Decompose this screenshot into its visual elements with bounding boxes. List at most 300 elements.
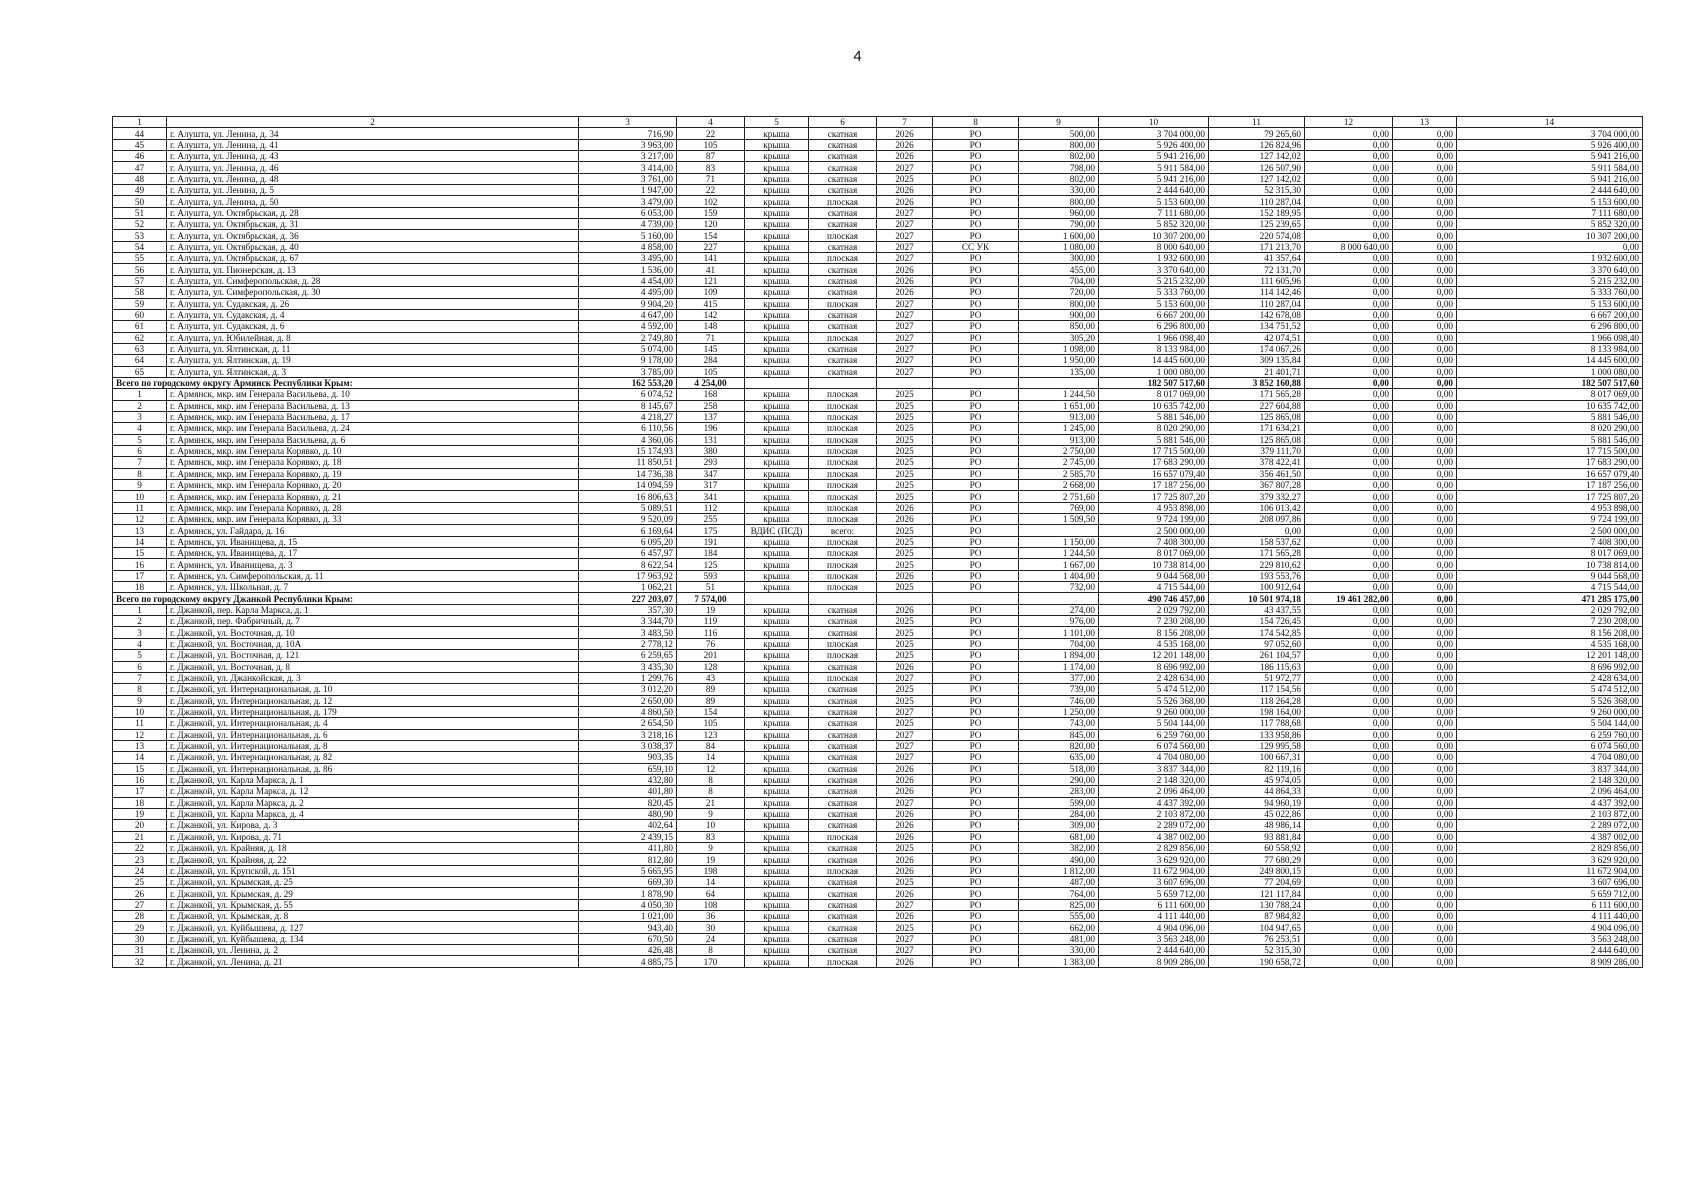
- table-cell: 0,00: [1305, 173, 1393, 184]
- table-cell: 4 860,50: [579, 706, 677, 717]
- table-cell: 9 520,09: [579, 514, 677, 525]
- table-cell: крыша: [745, 797, 809, 808]
- table-row: [113, 899, 1643, 910]
- table-cell: 0,00: [1393, 219, 1457, 230]
- table-cell: 2 585,70: [1019, 468, 1099, 479]
- table-cell: плоская: [809, 434, 877, 445]
- table-cell: 4 454,00: [579, 275, 677, 286]
- table-cell: 309 135,84: [1209, 355, 1305, 366]
- table-cell: крыша: [745, 411, 809, 422]
- table-cell: 2027: [877, 309, 933, 320]
- table-cell: РО: [933, 797, 1019, 808]
- table-cell: 0,00: [1393, 888, 1457, 899]
- table-cell: 25: [113, 877, 167, 888]
- table-cell: РО: [933, 604, 1019, 615]
- table-row: [113, 627, 1643, 638]
- table-cell: 2 428 634,00: [1457, 672, 1643, 683]
- table-cell: 48: [113, 173, 167, 184]
- table-cell: 0,00: [1393, 287, 1457, 298]
- table-cell: г. Армянск, мкр. им Генерала Корявко, д. 33: [167, 514, 579, 525]
- table-row: [113, 650, 1643, 661]
- table-cell: РО: [933, 139, 1019, 150]
- table-cell: 130 788,24: [1209, 899, 1305, 910]
- table-cell: ВДИС (ПСД): [745, 525, 809, 536]
- table-cell: РО: [933, 763, 1019, 774]
- table-cell: 820,00: [1019, 740, 1099, 751]
- table-cell: 2 096 464,00: [1457, 786, 1643, 797]
- table-cell: 104 947,65: [1209, 922, 1305, 933]
- table-cell: крыша: [745, 445, 809, 456]
- table-cell: 249 800,15: [1209, 865, 1305, 876]
- table-row: [113, 956, 1643, 967]
- table-cell: 2027: [877, 241, 933, 252]
- table-row: [113, 820, 1643, 831]
- table-cell: крыша: [745, 899, 809, 910]
- table-cell: 0,00: [1393, 740, 1457, 751]
- table-cell: 126 824,96: [1209, 139, 1305, 150]
- table-cell: 0,00: [1393, 468, 1457, 479]
- table-cell: 198: [677, 865, 745, 876]
- table-row: [113, 865, 1643, 876]
- table-cell: 2 650,00: [579, 695, 677, 706]
- table-cell: 0,00: [1393, 945, 1457, 956]
- table-cell: 5 911 584,00: [1099, 162, 1209, 173]
- table-cell: скатная: [809, 309, 877, 320]
- table-cell: г. Джанкой, ул. Восточная, д. 121: [167, 650, 579, 661]
- table-cell: 193 553,76: [1209, 570, 1305, 581]
- table-cell: 0,00: [1305, 309, 1393, 320]
- table-row: [113, 752, 1643, 763]
- table-cell: 357,30: [579, 604, 677, 615]
- table-row: [113, 536, 1643, 547]
- table-cell: 5 333 760,00: [1457, 287, 1643, 298]
- table-row: [113, 230, 1643, 241]
- table-cell: 0,00: [1305, 355, 1393, 366]
- table-cell: 1 021,00: [579, 911, 677, 922]
- table-cell: 2 096 464,00: [1099, 786, 1209, 797]
- table-cell: 41: [677, 264, 745, 275]
- table-cell: 0,00: [1305, 604, 1393, 615]
- table-cell: г. Джанкой, ул. Крымская, д. 25: [167, 877, 579, 888]
- table-cell: г. Джанкой, ул. Интернациональная, д. 6: [167, 729, 579, 740]
- page-number: 4: [853, 48, 862, 65]
- table-cell: 820,45: [579, 797, 677, 808]
- table-cell: 2027: [877, 230, 933, 241]
- table-cell: 2027: [877, 933, 933, 944]
- table-cell: 198 164,00: [1209, 706, 1305, 717]
- table-cell: крыша: [745, 684, 809, 695]
- table-cell: 0,00: [1393, 877, 1457, 888]
- column-number: 8: [933, 117, 1019, 128]
- table-cell: 1 000 080,00: [1099, 366, 1209, 377]
- table-cell: 7 111 680,00: [1099, 207, 1209, 218]
- table-row: [113, 684, 1643, 695]
- table-cell: 159: [677, 207, 745, 218]
- table-cell: 4 592,00: [579, 321, 677, 332]
- table-cell: 2027: [877, 355, 933, 366]
- table-cell: 44: [113, 128, 167, 139]
- table-cell: крыша: [745, 582, 809, 593]
- table-cell: 19: [677, 604, 745, 615]
- table-cell: 10 307 200,00: [1099, 230, 1209, 241]
- table-cell: 2027: [877, 219, 933, 230]
- table-cell: крыша: [745, 672, 809, 683]
- table-cell: г. Джанкой, ул. Карла Маркса, д. 12: [167, 786, 579, 797]
- table-cell: 0,00: [1393, 400, 1457, 411]
- table-cell: 2027: [877, 752, 933, 763]
- table-cell: РО: [933, 173, 1019, 184]
- table-cell: 227: [677, 241, 745, 252]
- table-cell: 481,00: [1019, 933, 1099, 944]
- table-cell: 258: [677, 400, 745, 411]
- table-cell: 0,00: [1393, 207, 1457, 218]
- table-cell: 22: [113, 843, 167, 854]
- table-cell: 125 865,08: [1209, 411, 1305, 422]
- table-cell: 110 287,04: [1209, 196, 1305, 207]
- table-cell: г. Джанкой, ул. Куйбышева, д. 127: [167, 922, 579, 933]
- table-cell: крыша: [745, 287, 809, 298]
- table-cell: РО: [933, 774, 1019, 785]
- table-cell: 5 474 512,00: [1099, 684, 1209, 695]
- table-cell: 490,00: [1019, 854, 1099, 865]
- table-cell: 2 778,12: [579, 638, 677, 649]
- table-cell: 1 667,00: [1019, 559, 1099, 570]
- table-cell: 60: [113, 309, 167, 320]
- table-cell: 5: [113, 434, 167, 445]
- table-cell: 0,00: [1305, 253, 1393, 264]
- total-cell: 490 746 457,00: [1099, 593, 1209, 604]
- table-cell: 5 153 600,00: [1457, 298, 1643, 309]
- table-cell: 0,00: [1305, 911, 1393, 922]
- table-cell: 6 259,65: [579, 650, 677, 661]
- table-cell: 0,00: [1305, 718, 1393, 729]
- table-cell: 2025: [877, 457, 933, 468]
- table-cell: 9 260 000,00: [1099, 706, 1209, 717]
- table-row: [113, 843, 1643, 854]
- table-cell: 6 259 760,00: [1099, 729, 1209, 740]
- table-cell: 14 445 600,00: [1099, 355, 1209, 366]
- table-cell: скатная: [809, 752, 877, 763]
- table-cell: 4: [113, 423, 167, 434]
- table-cell: 2025: [877, 559, 933, 570]
- table-cell: 8 909 286,00: [1099, 956, 1209, 967]
- table-cell: РО: [933, 548, 1019, 559]
- table-cell: 0,00: [1393, 151, 1457, 162]
- table-cell: 13: [113, 740, 167, 751]
- table-cell: 1 250,00: [1019, 706, 1099, 717]
- table-row: [113, 933, 1643, 944]
- table-cell: 12: [113, 514, 167, 525]
- table-cell: 12 201 148,00: [1457, 650, 1643, 661]
- table-cell: 171 565,28: [1209, 389, 1305, 400]
- table-cell: 0,00: [1305, 945, 1393, 956]
- table-cell: 0,00: [1393, 922, 1457, 933]
- table-cell: 72 131,70: [1209, 264, 1305, 275]
- total-label: Всего по городскому округу Армянск Республики Крым:: [113, 377, 579, 388]
- table-cell: 5 941 216,00: [1457, 173, 1643, 184]
- table-cell: 14 094,59: [579, 480, 677, 491]
- table-cell: 120: [677, 219, 745, 230]
- table-cell: 1 894,00: [1019, 650, 1099, 661]
- table-cell: 89: [677, 684, 745, 695]
- table-cell: плоская: [809, 582, 877, 593]
- table-cell: г. Алушта, ул. Октябрьская, д. 40: [167, 241, 579, 252]
- table-cell: 2 103 872,00: [1099, 808, 1209, 819]
- table-cell: 201: [677, 650, 745, 661]
- table-row: [113, 275, 1643, 286]
- table-cell: 0,00: [1305, 627, 1393, 638]
- table-cell: РО: [933, 355, 1019, 366]
- table-cell: 6 111 600,00: [1457, 899, 1643, 910]
- table-cell: 131: [677, 434, 745, 445]
- table-cell: 17 683 290,00: [1099, 457, 1209, 468]
- table-cell: 5 659 712,00: [1457, 888, 1643, 899]
- table-cell: г. Джанкой, ул. Куйбышева, д. 134: [167, 933, 579, 944]
- table-cell: 2 289 072,00: [1099, 820, 1209, 831]
- table-cell: г. Джанкой, ул. Интернациональная, д. 86: [167, 763, 579, 774]
- table-cell: 3 563 248,00: [1099, 933, 1209, 944]
- table-cell: крыша: [745, 253, 809, 264]
- table-cell: крыша: [745, 627, 809, 638]
- table-cell: 17 683 290,00: [1457, 457, 1643, 468]
- table-cell: 0,00: [1305, 423, 1393, 434]
- table-cell: 800,00: [1019, 196, 1099, 207]
- table-cell: 3 963,00: [579, 139, 677, 150]
- table-cell: 227 604,88: [1209, 400, 1305, 411]
- table-cell: 154 726,45: [1209, 616, 1305, 627]
- table-cell: 0,00: [1393, 343, 1457, 354]
- table-row: [113, 480, 1643, 491]
- table-cell: скатная: [809, 899, 877, 910]
- table-cell: 402,64: [579, 820, 677, 831]
- table-cell: 4 953 898,00: [1099, 502, 1209, 513]
- table-cell: 8 133 984,00: [1099, 343, 1209, 354]
- table-cell: 105: [677, 718, 745, 729]
- table-cell: 7 230 208,00: [1099, 616, 1209, 627]
- table-cell: скатная: [809, 877, 877, 888]
- table-cell: 2025: [877, 582, 933, 593]
- table-row: [113, 343, 1643, 354]
- table-row: [113, 582, 1643, 593]
- table-cell: 0,00: [1305, 559, 1393, 570]
- table-cell: 960,00: [1019, 207, 1099, 218]
- table-cell: скатная: [809, 888, 877, 899]
- table-cell: скатная: [809, 797, 877, 808]
- table-cell: 7 111 680,00: [1457, 207, 1643, 218]
- table-cell: 53: [113, 230, 167, 241]
- table-cell: 46: [113, 151, 167, 162]
- table-cell: 14 736,38: [579, 468, 677, 479]
- table-cell: 3 038,37: [579, 740, 677, 751]
- table-cell: 5 911 584,00: [1457, 162, 1643, 173]
- table-cell: 4 704 080,00: [1457, 752, 1643, 763]
- table-cell: 10: [113, 491, 167, 502]
- total-cell: [745, 593, 809, 604]
- total-cell: [1019, 377, 1099, 388]
- table-cell: крыша: [745, 786, 809, 797]
- table-cell: 111 605,96: [1209, 275, 1305, 286]
- table-row: [113, 616, 1643, 627]
- table-cell: 3 837 344,00: [1457, 763, 1643, 774]
- table-cell: 12 201 148,00: [1099, 650, 1209, 661]
- table-cell: 15: [113, 763, 167, 774]
- table-cell: 426,48: [579, 945, 677, 956]
- table-cell: 0,00: [1393, 230, 1457, 241]
- table-cell: 14: [113, 752, 167, 763]
- table-row: [113, 514, 1643, 525]
- table-cell: 0,00: [1393, 661, 1457, 672]
- table-cell: 0,00: [1305, 207, 1393, 218]
- table-cell: 13: [113, 525, 167, 536]
- table-cell: 0,00: [1393, 196, 1457, 207]
- table-cell: 5 215 232,00: [1457, 275, 1643, 286]
- table-cell: 659,10: [579, 763, 677, 774]
- table-cell: 58: [113, 287, 167, 298]
- table-cell: 63: [113, 343, 167, 354]
- table-row: [113, 298, 1643, 309]
- table-cell: крыша: [745, 332, 809, 343]
- table-cell: 670,50: [579, 933, 677, 944]
- table-cell: 0,00: [1305, 820, 1393, 831]
- table-cell: 8 622,54: [579, 559, 677, 570]
- table-cell: г. Джанкой, ул. Ленина, д. 2: [167, 945, 579, 956]
- table-cell: 2 750,00: [1019, 445, 1099, 456]
- table-cell: 9 044 568,00: [1099, 570, 1209, 581]
- total-cell: [877, 593, 933, 604]
- table-cell: 0,00: [1305, 638, 1393, 649]
- table-cell: г. Джанкой, ул. Крымская, д. 8: [167, 911, 579, 922]
- table-cell: 850,00: [1019, 321, 1099, 332]
- table-cell: крыша: [745, 343, 809, 354]
- table-cell: скатная: [809, 241, 877, 252]
- table-cell: 284,00: [1019, 808, 1099, 819]
- table-cell: РО: [933, 650, 1019, 661]
- table-cell: 2027: [877, 740, 933, 751]
- total-cell: 4 254,00: [677, 377, 745, 388]
- table-cell: 9 260 000,00: [1457, 706, 1643, 717]
- table-cell: г. Джанкой, ул. Восточная, д. 8: [167, 661, 579, 672]
- table-cell: 2027: [877, 343, 933, 354]
- table-cell: 0,00: [1393, 672, 1457, 683]
- table-cell: 171 634,21: [1209, 423, 1305, 434]
- table-cell: 0,00: [1393, 434, 1457, 445]
- table-cell: 662,00: [1019, 922, 1099, 933]
- table-cell: крыша: [745, 230, 809, 241]
- table-cell: 913,00: [1019, 434, 1099, 445]
- table-cell: РО: [933, 695, 1019, 706]
- register-table: [112, 116, 1643, 968]
- table-cell: 17 187 256,00: [1457, 480, 1643, 491]
- table-cell: 45 022,86: [1209, 808, 1305, 819]
- table-cell: 6 169,64: [579, 525, 677, 536]
- table-row: [113, 207, 1643, 218]
- table-cell: 1 174,00: [1019, 661, 1099, 672]
- table-cell: 16 657 079,40: [1099, 468, 1209, 479]
- table-cell: 1 651,00: [1019, 400, 1099, 411]
- table-cell: РО: [933, 253, 1019, 264]
- table-cell: 2026: [877, 275, 933, 286]
- table-cell: 1 947,00: [579, 185, 677, 196]
- table-cell: 5 160,00: [579, 230, 677, 241]
- table-cell: 0,00: [1305, 695, 1393, 706]
- table-cell: 4: [113, 638, 167, 649]
- table-cell: 16: [113, 559, 167, 570]
- table-cell: скатная: [809, 366, 877, 377]
- table-cell: 42 074,51: [1209, 332, 1305, 343]
- table-cell: РО: [933, 196, 1019, 207]
- table-cell: 3 370 640,00: [1099, 264, 1209, 275]
- table-row: [113, 309, 1643, 320]
- table-cell: 2026: [877, 151, 933, 162]
- table-cell: 2026: [877, 808, 933, 819]
- table-cell: 77 680,29: [1209, 854, 1305, 865]
- table-cell: скатная: [809, 786, 877, 797]
- table-cell: 11 672 904,00: [1457, 865, 1643, 876]
- table-cell: г. Джанкой, ул. Карла Маркса, д. 4: [167, 808, 579, 819]
- table-cell: плоская: [809, 411, 877, 422]
- table-cell: 746,00: [1019, 695, 1099, 706]
- table-cell: г. Алушта, ул. Ялтинская, д. 11: [167, 343, 579, 354]
- table-cell: 480,90: [579, 808, 677, 819]
- table-cell: 19: [113, 808, 167, 819]
- table-cell: г. Джанкой, ул. Интернациональная, д. 10: [167, 684, 579, 695]
- table-cell: 764,00: [1019, 888, 1099, 899]
- table-cell: 52: [113, 219, 167, 230]
- table-cell: 2 829 856,00: [1457, 843, 1643, 854]
- table-cell: 2026: [877, 514, 933, 525]
- table-cell: РО: [933, 786, 1019, 797]
- table-row: [113, 355, 1643, 366]
- table-cell: 10 635 742,00: [1457, 400, 1643, 411]
- table-cell: 0,00: [1305, 287, 1393, 298]
- table-cell: 2025: [877, 480, 933, 491]
- table-cell: плоская: [809, 638, 877, 649]
- table-row: [113, 548, 1643, 559]
- table-cell: г. Джанкой, ул. Восточная, д. 10А: [167, 638, 579, 649]
- table-cell: 555,00: [1019, 911, 1099, 922]
- column-number: 7: [877, 117, 933, 128]
- table-cell: 4 715 544,00: [1099, 582, 1209, 593]
- table-row: [113, 774, 1643, 785]
- table-cell: 17 963,92: [579, 570, 677, 581]
- table-cell: 191: [677, 536, 745, 547]
- table-cell: 2: [113, 616, 167, 627]
- table-cell: г. Джанкой, ул. Крымская, д. 55: [167, 899, 579, 910]
- table-cell: РО: [933, 877, 1019, 888]
- table-cell: 0,00: [1305, 650, 1393, 661]
- table-cell: скатная: [809, 128, 877, 139]
- table-cell: 3 479,00: [579, 196, 677, 207]
- table-cell: 518,00: [1019, 763, 1099, 774]
- table-cell: РО: [933, 389, 1019, 400]
- table-cell: г. Джанкой, ул. Карла Маркса, д. 1: [167, 774, 579, 785]
- total-row: [113, 593, 1643, 604]
- table-cell: 2 029 792,00: [1099, 604, 1209, 615]
- table-cell: 8 020 290,00: [1099, 423, 1209, 434]
- table-cell: 415: [677, 298, 745, 309]
- table-cell: скатная: [809, 219, 877, 230]
- total-cell: 471 285 175,00: [1457, 593, 1643, 604]
- table-cell: г. Алушта, ул. Судакская, д. 26: [167, 298, 579, 309]
- table-row: [113, 570, 1643, 581]
- table-cell: 19: [677, 854, 745, 865]
- table-cell: 802,00: [1019, 151, 1099, 162]
- table-cell: 4 111 440,00: [1099, 911, 1209, 922]
- table-cell: 0,00: [1393, 321, 1457, 332]
- table-cell: 5 504 144,00: [1099, 718, 1209, 729]
- total-cell: [877, 377, 933, 388]
- table-cell: 170: [677, 956, 745, 967]
